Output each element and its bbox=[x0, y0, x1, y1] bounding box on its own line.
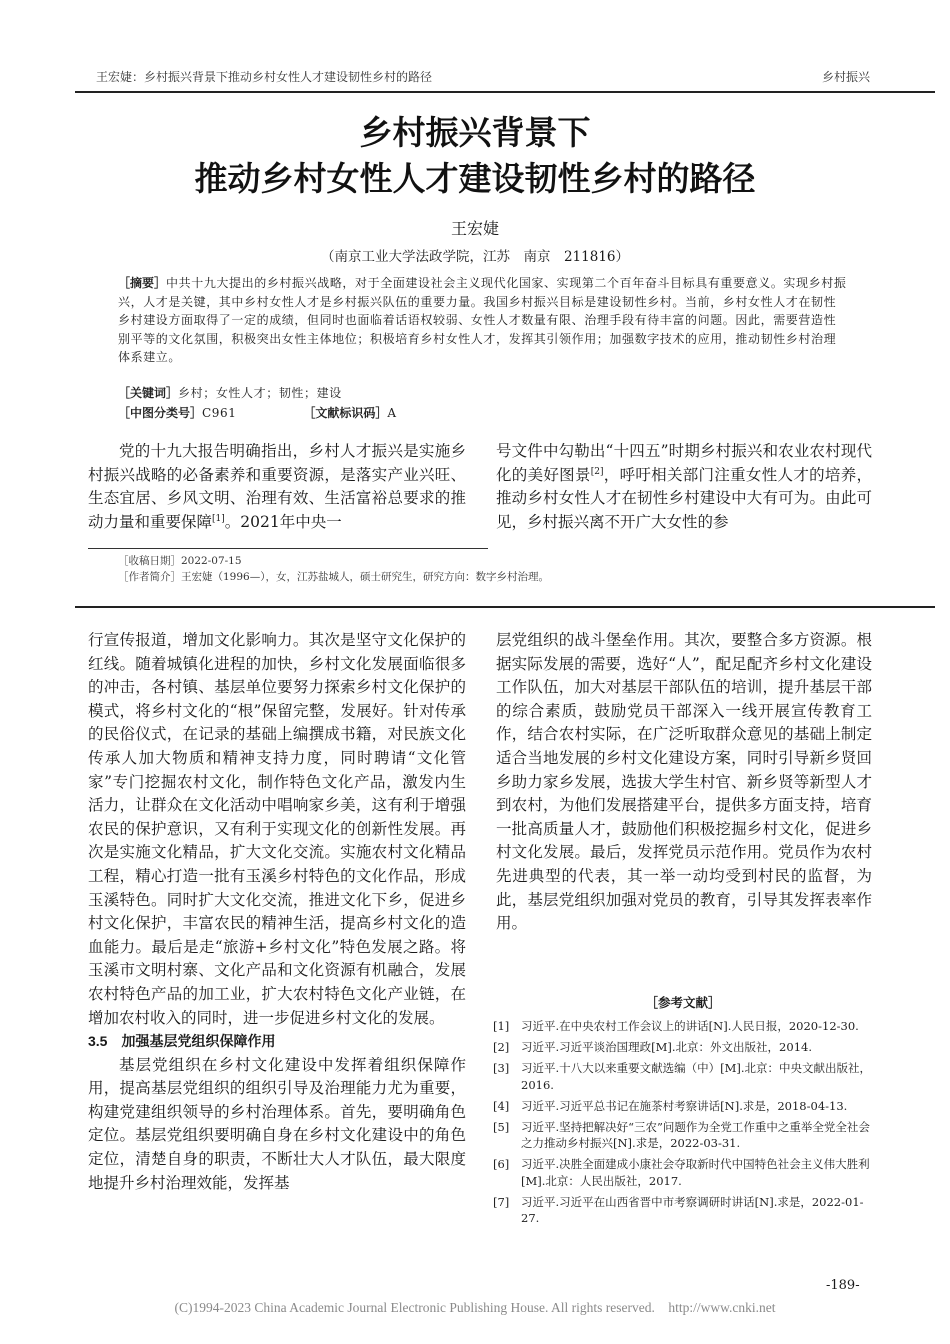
citation-2: [2] bbox=[590, 466, 604, 477]
classification-line bbox=[118, 404, 848, 423]
body-left-paragraph-2: 基层党组织在乡村文化建设中发挥着组织保障作用，提高基层党组织的组织引导及治理能力尤为重要，构建党建组织领导的乡村治理体系。首先，要明确角色定位。基层党组织要明确自身在乡村文化建设中的角色定位，清楚自身的职责，不断壮大人才队伍，最大限度地提升乡村治理效能，发挥基 bbox=[88, 1055, 466, 1192]
copyright-footer: (C)1994-2023 China Academic Journal Electronic Publishing House. All rights reserved. http://www.cnki.net bbox=[174, 1300, 776, 1315]
doc-code-value: A bbox=[387, 406, 397, 420]
reference-item: [2] 习近平.习近平谈治国理政[M].北京：外文出版社，2014. bbox=[493, 1040, 812, 1054]
references-list bbox=[493, 1018, 873, 1231]
section-heading-3-5: 3.5 加强基层党组织保障作用 bbox=[88, 1033, 276, 1050]
keywords-line bbox=[118, 384, 848, 403]
reference-item: [5] 习近平.坚持把解决好“三农”问题作为全党工作重中之重举全党全社会之力推动乡村振兴[N].求是，2022-03-31. bbox=[493, 1119, 870, 1150]
clc-label: ［中图分类号］ bbox=[118, 406, 203, 420]
body-left-paragraph-1: 行宣传报道，增加文化影响力。其次是坚守文化保护的红线。随着城镇化进程的加快，乡村文化发展面临很多的冲击，各村镇、基层单位要努力探索乡村文化保护的模式，将乡村文化的“根”保留完整，发展好。针对传承的民俗仪式，在记录的基础上编撰成书籍，对民族文化传承人加大物质和精神支持力度，同时聘请“文化管家”专门挖掘农村文化，制作特色文化产品，激发内生活力，让群众在文化活动中唱响家乡美，这有利于增强农民的保护意识，又有利于实现文化的创新性发展。再次是实施文化精品，扩大文化交流。实施农村文化精品工程，精心打造一批有玉溪乡村特色的文化作品，形成玉溪特色。同时扩大文化交流，推进文化下乡，促进乡村文化保护，丰富农民的精神生活，提高乡村文化的造血能力。最后是走“旅游+乡村文化”特色发展之路。将玉溪市文明村寨、文化产品和文化资源有机融合，发展农村特色产品的加工业，扩大农村特色文化产业链，在增加农村收入的同时，进一步促进乡村文化的发展。 bbox=[88, 631, 466, 1027]
title-line-2: 推动乡村女性人才建设韧性乡村的路径 bbox=[194, 159, 756, 198]
body-left-column bbox=[88, 629, 466, 1195]
received-label: ［收稿日期］ bbox=[118, 555, 181, 567]
footnote-rule bbox=[88, 548, 488, 549]
author-name: 王宏婕 bbox=[450, 219, 499, 238]
received-date: 2022-07-15 bbox=[181, 555, 242, 567]
page-break-rule bbox=[75, 606, 935, 608]
reference-item: [4] 习近平.习近平总书记在施茶村考察讲话[N].求是，2018-04-13. bbox=[493, 1098, 848, 1113]
intro-right-tail: ，呼吁相关部门注重女性人才的培养，推动乡村女性人才在韧性乡村建设中大有可为。由此可见，乡村振兴离不开广大女性的参 bbox=[496, 465, 872, 531]
author-affiliation: （南京工业大学法政学院，江苏 南京 211816） bbox=[320, 249, 630, 265]
page-number: -189- bbox=[826, 1278, 860, 1293]
references-title: ［参考文献］ bbox=[645, 996, 721, 1010]
body-right-column bbox=[496, 629, 872, 936]
reference-item: [3] 习近平.十八大以来重要文献选编（中）[M].北京：中央文献出版社，2016. bbox=[493, 1061, 872, 1092]
keywords-text: 乡村；女性人才；韧性；建设 bbox=[178, 386, 342, 400]
running-header-left: 王宏婕：乡村振兴背景下推动乡村女性人才建设韧性乡村的路径 bbox=[96, 70, 433, 84]
running-header-right: 乡村振兴 bbox=[822, 70, 871, 84]
reference-item: [6] 习近平.决胜全面建成小康社会夺取新时代中国特色社会主义伟大胜利[M].北京：人民出版社，2017. bbox=[493, 1157, 870, 1188]
intro-left-text: 党的十九大报告明确指出，乡村人才振兴是实施乡村振兴战略的必备素养和重要资源，是落实产业兴旺、生态宜居、乡风文明、治理有效、生活富裕总要求的推动力量和重要保障 bbox=[88, 442, 466, 531]
body-right-paragraph: 层党组织的战斗堡垒作用。其次，要整合多方资源。根据实际发展的需要，选好“人”，配足配齐乡村文化建设工作队伍，加大对基层干部队伍的培训，提升基层干部的综合素质，鼓励党员干部深入一线开展宣传教育工作，结合农村实际，在广泛听取群众意见的基础上制定适合当地发展的乡村文化建设方案，同时引导新乡贤回乡助力家乡发展，选拔大学生村官、新乡贤等新型人才到农村，为他们发展搭建平台，提供多方面支持，培育一批高质量人才，鼓励他们积极挖掘乡村文化，促进乡村文化发展。最后，发挥党员示范作用。党员作为农村先进典型的代表，其一举一动均受到村民的监督，为此，基层党组织加强对党员的教育，引导其发挥表率作用。 bbox=[496, 631, 872, 933]
reference-item: [1] 习近平.在中央农村工作会议上的讲话[N].人民日报，2020-12-30. bbox=[493, 1019, 859, 1033]
abstract-text: 中共十九大提出的乡村振兴战略，对于全面建设社会主义现代化国家、实现第二个百年奋斗目标具有重要意义。实现乡村振兴，人才是关键，其中乡村女性人才是乡村振兴队伍的重要力量。我国乡村振兴目标是建设韧性乡村。当前，乡村女性人才在韧性乡村建设方面取得了一定的成绩，但同时也面临着话语权较弱、女性人才数量有限、治理手段有待丰富的问题。因此，需要营造性别平等的文化氛围，积极突出女性主体地位；积极培育乡村女性人才，发挥其引领作用；加强数字技术的应用，推动韧性乡村治理体系建立。 bbox=[118, 276, 847, 364]
citation-1: [1] bbox=[212, 513, 225, 524]
intro-left-column bbox=[88, 440, 466, 534]
intro-right-column bbox=[496, 440, 872, 534]
title-line-1: 乡村振兴背景下 bbox=[359, 113, 591, 152]
author-info-text: 王宏婕（1996—），女，江苏盐城人，硕士研究生，研究方向：数字乡村治理。 bbox=[181, 571, 549, 583]
reference-item: [7] 习近平.习近平在山西省晋中市考察调研时讲话[N].求是，2022-01-27. bbox=[493, 1194, 864, 1225]
header-rule bbox=[75, 91, 935, 93]
author-info-label: ［作者简介］ bbox=[118, 571, 181, 583]
received-date-line bbox=[118, 553, 242, 569]
author-info-line bbox=[118, 569, 549, 585]
intro-right-text: 号文件中勾勒出“十四五”时期乡村振兴和农业农村现代化的美好图景 bbox=[496, 442, 872, 484]
clc-value: C961 bbox=[202, 406, 237, 420]
abstract-block bbox=[118, 274, 848, 367]
abstract-label: ［摘要］ bbox=[118, 276, 167, 290]
intro-left-tail: 。2021年中央一 bbox=[224, 512, 342, 531]
keywords-label: ［关键词］ bbox=[118, 386, 179, 400]
doc-code-label: ［文献标识码］ bbox=[303, 406, 388, 420]
